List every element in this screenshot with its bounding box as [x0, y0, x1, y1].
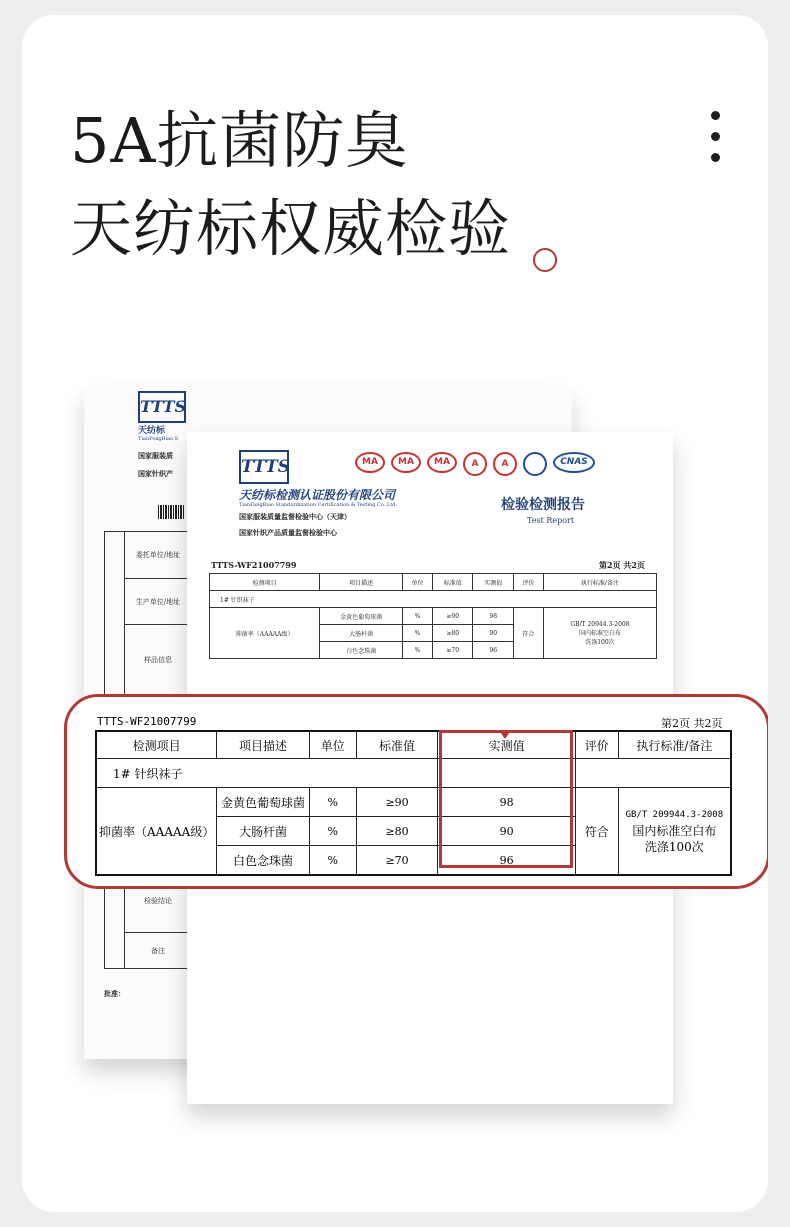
desc-cell: 金黄色葡萄球菌: [217, 788, 310, 817]
header-cell: 执行标准/备注: [543, 574, 656, 591]
page-info: 第2页 共2页: [599, 560, 645, 570]
product-cell: 1# 针织袜子: [96, 759, 438, 788]
decorative-ring: [533, 248, 557, 272]
center-line-1: 国家服装质量监督检验中心（天津）: [239, 512, 351, 521]
headline: [70, 97, 511, 273]
content-card: [22, 15, 768, 1212]
ilac-mark-icon: [523, 452, 547, 476]
zoom-callout: [64, 694, 768, 889]
unit-cell: %: [403, 608, 433, 625]
row-producer: 生产单位/地址: [125, 578, 191, 625]
measured-cell: 98: [438, 788, 575, 817]
desc-cell: 金黄色葡萄球菌: [320, 608, 403, 625]
standard-note-line: 洗涤100次: [585, 638, 615, 646]
header-cell: 评价: [513, 574, 543, 591]
company-en-fragment: TianFongBiao S: [138, 436, 179, 442]
standard-cell: ≥70: [432, 642, 473, 659]
unit-cell: %: [403, 642, 433, 659]
empty-cell: [575, 759, 731, 788]
cnas-mark-icon: CNAS: [553, 452, 595, 473]
header-cell: 检测项目: [210, 574, 320, 591]
result-table-small: [209, 573, 657, 659]
evaluation-cell: 符合: [575, 788, 618, 876]
highlight-arrow-icon: [500, 732, 510, 739]
standard-cell: ≥80: [432, 625, 473, 642]
header-cell: 评价: [575, 731, 618, 759]
result-table-zoomed: [95, 730, 732, 876]
header-cell: 项目描述: [320, 574, 403, 591]
unit-cell: %: [309, 788, 356, 817]
cma-mark-icon: MA: [355, 452, 385, 473]
standard-note-cell: [543, 608, 656, 659]
cal-mark-icon: A: [493, 452, 517, 476]
desc-cell: 大肠杆菌: [217, 817, 310, 846]
more-menu-icon[interactable]: [705, 111, 725, 171]
standard-cell: ≥90: [356, 788, 438, 817]
standard-note-line: 国内标准空白布: [578, 629, 621, 637]
header-cell: 单位: [309, 731, 356, 759]
header-cell: 单位: [403, 574, 433, 591]
header-cell: 检测项目: [96, 731, 217, 759]
standard-cell: ≥90: [432, 608, 473, 625]
measured-cell: 96: [438, 846, 575, 876]
cma-mark-icon: MA: [427, 452, 457, 473]
product-cell: 1# 针织袜子: [210, 591, 657, 608]
report-title-en: Test Report: [527, 516, 575, 525]
standard-note-line: GB/T 209944.3-2008: [625, 810, 724, 820]
unit-cell: %: [403, 625, 433, 642]
report-number: TTTS-WF21007799: [97, 715, 197, 728]
header-cell: 执行标准/备注: [618, 731, 731, 759]
headline-line-2: 天纺标权威检验: [70, 192, 512, 265]
center-line-2: 国家针织产: [138, 469, 173, 478]
certification-marks: [355, 452, 595, 476]
headline-line-1: 5A抗菌防臭: [70, 104, 409, 177]
cal-mark-icon: A: [463, 452, 487, 476]
header-cell: 标准值: [432, 574, 473, 591]
desc-cell: 白色念珠菌: [320, 642, 403, 659]
standard-note-line: GB/T 20944.3-2008: [570, 620, 630, 628]
ttts-logo: TTTS: [138, 391, 186, 423]
standard-note-cell: [618, 788, 731, 876]
desc-cell: 白色念珠菌: [217, 846, 310, 876]
unit-cell: %: [309, 817, 356, 846]
header-cell: 标准值: [356, 731, 438, 759]
measured-cell: 90: [438, 817, 575, 846]
row-conclusion: 检验结论: [125, 868, 191, 933]
page-info: 第2页 共2页: [661, 717, 723, 730]
test-item-cell: 抑菌率（AAAAA级）: [96, 788, 217, 876]
standard-cell: ≥70: [356, 846, 438, 876]
standard-note-line: 国内标准空白布: [632, 824, 717, 838]
company-name-fragment: 天纺标: [138, 426, 166, 436]
desc-cell: 大肠杆菌: [320, 625, 403, 642]
test-item-cell: 抑菌率（AAAAA级）: [210, 608, 320, 659]
standard-note-line: 洗涤100次: [644, 840, 704, 854]
row-sample: 样品信息: [125, 624, 191, 695]
center-line-2: 国家针织产品质量监督检验中心: [239, 528, 337, 537]
center-line-1: 国家服装质: [138, 451, 173, 460]
measured-cell: 96: [473, 642, 514, 659]
row-remark: 备注: [125, 932, 191, 969]
standard-cell: ≥80: [356, 817, 438, 846]
company-name: 天纺标检测认证股份有限公司: [239, 488, 396, 502]
row-client: 委托单位/地址: [135, 551, 181, 559]
evaluation-cell: 符合: [513, 608, 543, 659]
measured-cell: 90: [473, 625, 514, 642]
report-title: 检验检测报告: [501, 497, 585, 513]
approval-label: 批准：: [104, 989, 125, 998]
empty-cell: [438, 759, 575, 788]
measured-cell: 98: [473, 608, 514, 625]
ttts-logo: TTTS: [239, 450, 289, 484]
company-name-en: TianFangBiao Standardization Certification & Testing Co.,Ltd.: [239, 502, 398, 508]
report-number: TTTS-WF21007799: [211, 560, 297, 570]
header-cell: 项目描述: [217, 731, 310, 759]
barcode: [158, 505, 184, 519]
header-cell: 实测值: [473, 574, 514, 591]
cma-mark-icon: MA: [391, 452, 421, 473]
header-cell: 实测值: [438, 731, 575, 759]
unit-cell: %: [309, 846, 356, 876]
